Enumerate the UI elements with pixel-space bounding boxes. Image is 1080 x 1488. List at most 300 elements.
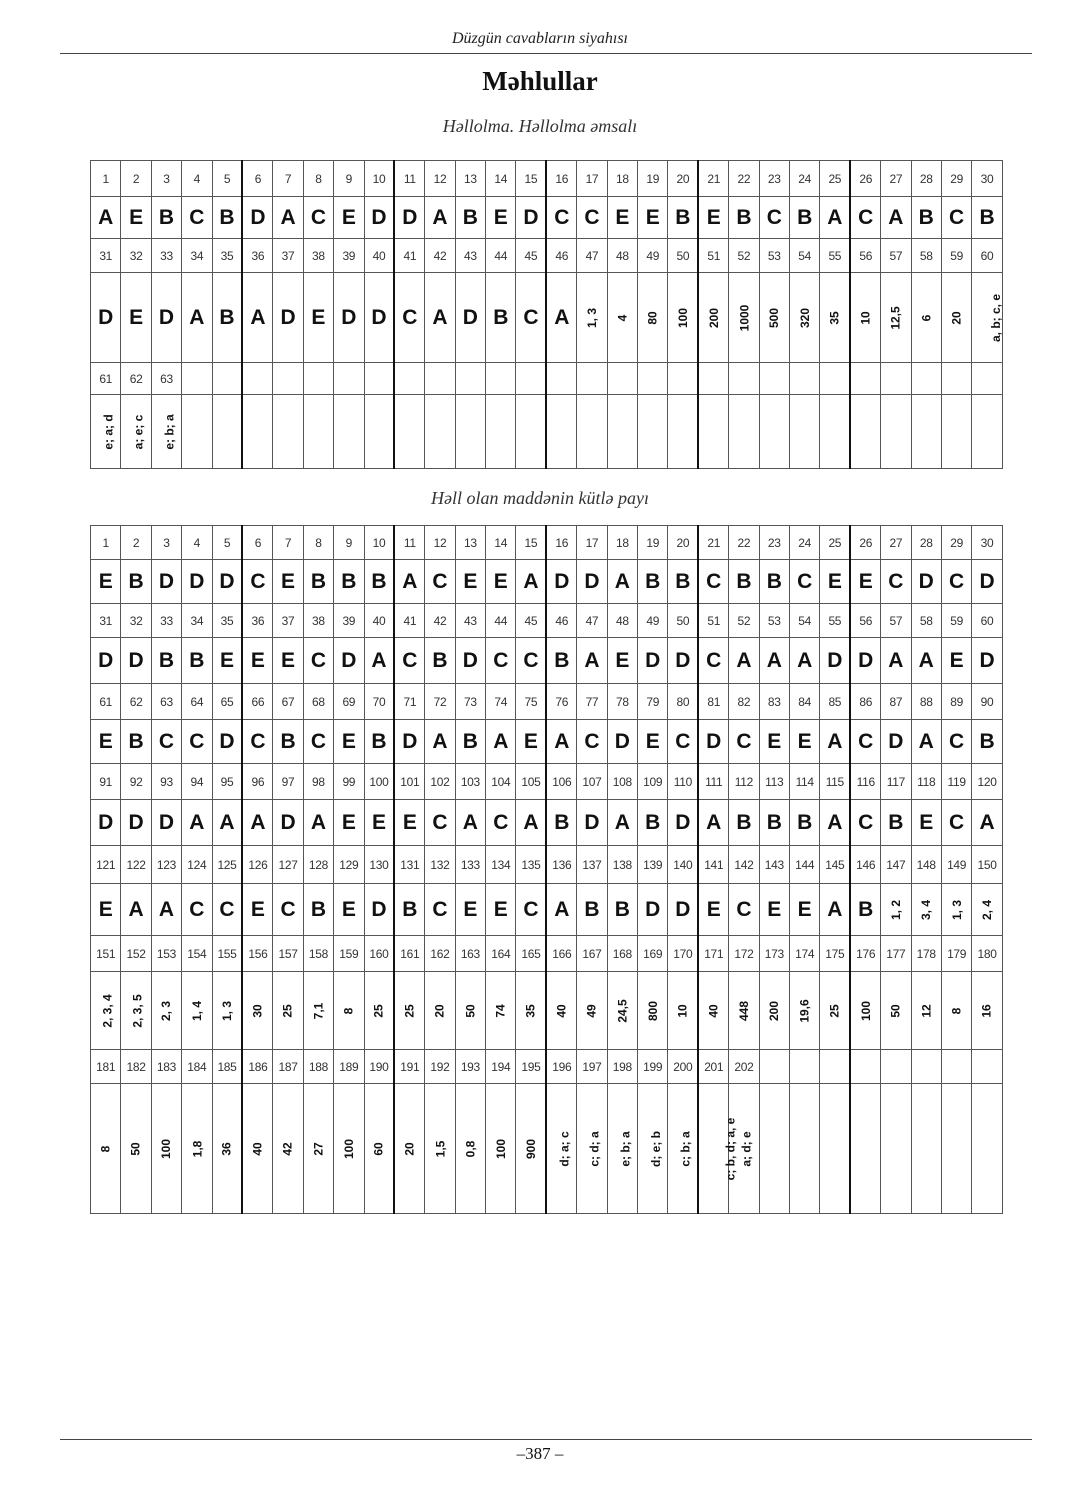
answer-cell: E: [91, 884, 121, 936]
question-number: 8: [303, 161, 333, 197]
answer-value: 35: [523, 1003, 538, 1018]
question-number: 72: [425, 684, 455, 720]
question-number-row: [91, 936, 1003, 972]
answer-cell: B: [850, 884, 880, 936]
question-number: 145: [820, 846, 850, 884]
answer-cell: C: [242, 560, 272, 604]
question-number: 110: [668, 764, 698, 800]
answer-cell: C: [486, 800, 516, 846]
question-number: [881, 363, 911, 395]
question-number: 120: [972, 764, 1002, 800]
question-number: 62: [121, 684, 151, 720]
answer-cell: D: [212, 560, 242, 604]
question-number: 58: [911, 239, 941, 273]
question-number: 30: [972, 161, 1002, 197]
answer-cell: D: [516, 197, 546, 239]
answer-cell: C: [303, 638, 333, 684]
section-caption-mass-fraction: Həll olan maddənin kütlə payı: [431, 488, 649, 508]
question-number: 18: [607, 526, 637, 560]
question-number: 166: [546, 936, 576, 972]
answer-row: [91, 800, 1003, 846]
answer-cell: E: [91, 720, 121, 764]
question-number: 74: [486, 684, 516, 720]
question-number: 121: [91, 846, 121, 884]
answer-cell: [972, 1084, 1002, 1214]
answer-cell: [516, 972, 546, 1050]
answer-cell: C: [425, 884, 455, 936]
answer-cell: [212, 1084, 242, 1214]
answer-cell: E: [486, 197, 516, 239]
question-number: 4: [182, 161, 212, 197]
answer-row: [91, 197, 1003, 239]
question-number: 32: [121, 604, 151, 638]
question-number: 28: [911, 161, 941, 197]
answer-cell: E: [334, 884, 364, 936]
question-number: 44: [486, 239, 516, 273]
answer-cell: E: [273, 638, 303, 684]
question-number: 49: [638, 239, 668, 273]
answer-cell: [242, 395, 272, 469]
question-number: [911, 363, 941, 395]
answer-cell: B: [334, 560, 364, 604]
question-number: 191: [394, 1050, 424, 1084]
question-number: [607, 363, 637, 395]
answer-cell: [182, 972, 212, 1050]
answer-cell: [121, 1084, 151, 1214]
question-number: 4: [182, 526, 212, 560]
question-number: [242, 363, 272, 395]
answer-cell: B: [425, 638, 455, 684]
answer-cell: [638, 972, 668, 1050]
answer-value: 25: [371, 1003, 386, 1018]
question-number: 140: [668, 846, 698, 884]
answer-cell: B: [151, 638, 181, 684]
question-number: [941, 1050, 971, 1084]
question-number: [759, 363, 789, 395]
question-number: 180: [972, 936, 1002, 972]
answer-cell: E: [638, 720, 668, 764]
answer-cell: E: [486, 884, 516, 936]
answer-row: [91, 884, 1003, 936]
question-number: 14: [486, 161, 516, 197]
question-number: 123: [151, 846, 181, 884]
question-number: 62: [121, 363, 151, 395]
answer-value: 16: [980, 1003, 995, 1018]
answer-cell: D: [455, 273, 485, 363]
question-number: 103: [455, 764, 485, 800]
answer-cell: C: [425, 800, 455, 846]
answer-cell: A: [546, 884, 576, 936]
answer-cell: B: [121, 720, 151, 764]
answer-cell: A: [182, 273, 212, 363]
answer-cell: [881, 395, 911, 469]
answer-row: [91, 560, 1003, 604]
question-number: 39: [334, 239, 364, 273]
question-number: 65: [212, 684, 242, 720]
question-number: 34: [182, 604, 212, 638]
answer-cell: [759, 972, 789, 1050]
answer-value: 100: [159, 1138, 174, 1159]
question-number-row: [91, 526, 1003, 560]
question-number: [364, 363, 394, 395]
question-number: 115: [820, 764, 850, 800]
answer-cell: E: [638, 197, 668, 239]
question-number: 178: [911, 936, 941, 972]
answer-value: 50: [463, 1003, 478, 1018]
chapter-title: Məhlullar: [482, 66, 598, 96]
answer-cell: C: [941, 197, 971, 239]
question-number: 40: [364, 604, 394, 638]
question-number: 134: [486, 846, 516, 884]
question-number: [425, 363, 455, 395]
question-number: 12: [425, 526, 455, 560]
question-number: 26: [850, 161, 880, 197]
question-number: 26: [850, 526, 880, 560]
question-number: 45: [516, 239, 546, 273]
question-number: 6: [242, 161, 272, 197]
answer-cell: A: [607, 560, 637, 604]
question-number: 100: [364, 764, 394, 800]
answer-cell: [425, 395, 455, 469]
question-number: 50: [668, 239, 698, 273]
question-number: [698, 363, 728, 395]
answer-cell: D: [273, 800, 303, 846]
answer-value: 200: [767, 1000, 782, 1021]
question-number: 36: [242, 239, 272, 273]
question-number: 138: [607, 846, 637, 884]
question-number: 37: [273, 239, 303, 273]
question-number: 52: [729, 239, 759, 273]
question-number: 132: [425, 846, 455, 884]
answer-cell: D: [364, 197, 394, 239]
question-number: 190: [364, 1050, 394, 1084]
question-number: 182: [121, 1050, 151, 1084]
answer-cell: [394, 1084, 424, 1214]
answer-cell: [820, 1084, 850, 1214]
answer-cell: E: [455, 560, 485, 604]
answer-cell: D: [638, 638, 668, 684]
answer-cell: [151, 395, 181, 469]
answer-cell: D: [668, 638, 698, 684]
answer-cell: A: [911, 638, 941, 684]
question-number: 109: [638, 764, 668, 800]
answer-cell: B: [972, 720, 1002, 764]
answer-cell: [577, 395, 607, 469]
answer-cell: A: [820, 197, 850, 239]
answer-cell: D: [151, 560, 181, 604]
answer-cell: [212, 972, 242, 1050]
answer-cell: [972, 273, 1002, 363]
answer-cell: C: [182, 720, 212, 764]
answer-cell: E: [334, 720, 364, 764]
question-number: 128: [303, 846, 333, 884]
question-number: 29: [941, 161, 971, 197]
answer-cell: [394, 395, 424, 469]
answer-cell: [334, 1084, 364, 1214]
answer-cell: A: [91, 197, 121, 239]
answer-cell: [789, 273, 819, 363]
question-number: [546, 363, 576, 395]
question-number: 151: [91, 936, 121, 972]
question-number: 139: [638, 846, 668, 884]
question-number: 54: [789, 239, 819, 273]
answer-cell: D: [577, 560, 607, 604]
question-number: 41: [394, 239, 424, 273]
answer-cell: D: [881, 720, 911, 764]
answer-cell: C: [881, 560, 911, 604]
question-number: [972, 1050, 1002, 1084]
answer-value: 25: [827, 1003, 842, 1018]
answer-value: 24,5: [615, 998, 630, 1023]
question-number: 96: [242, 764, 272, 800]
question-number: 135: [516, 846, 546, 884]
question-number: 10: [364, 161, 394, 197]
answer-value: 20: [432, 1003, 447, 1018]
answer-cell: [698, 395, 728, 469]
question-number: 87: [881, 684, 911, 720]
question-number: 66: [242, 684, 272, 720]
answer-value: a; d; e: [739, 1130, 754, 1167]
answer-cell: A: [303, 800, 333, 846]
answer-cell: [881, 1084, 911, 1214]
question-number: 45: [516, 604, 546, 638]
question-number: 198: [607, 1050, 637, 1084]
footer-rule: [60, 1439, 1032, 1440]
answer-cell: A: [820, 800, 850, 846]
answer-cell: E: [394, 800, 424, 846]
question-number: 19: [638, 526, 668, 560]
answer-value: 0,8: [463, 1140, 478, 1157]
question-number: 47: [577, 604, 607, 638]
question-number: 7: [273, 526, 303, 560]
question-number: 148: [911, 846, 941, 884]
question-number: 3: [151, 161, 181, 197]
answer-cell: [820, 972, 850, 1050]
question-number: 58: [911, 604, 941, 638]
answer-cell: [911, 1084, 941, 1214]
question-number: 44: [486, 604, 516, 638]
question-number: 170: [668, 936, 698, 972]
question-number: [455, 363, 485, 395]
question-number-row: [91, 846, 1003, 884]
question-number: 2: [121, 526, 151, 560]
question-number: 34: [182, 239, 212, 273]
question-number: 130: [364, 846, 394, 884]
answer-cell: B: [121, 560, 151, 604]
question-number: 107: [577, 764, 607, 800]
answer-cell: E: [121, 197, 151, 239]
answer-value: 2, 4: [980, 899, 995, 920]
question-number: 25: [820, 526, 850, 560]
question-number: 175: [820, 936, 850, 972]
question-number: 90: [972, 684, 1002, 720]
question-number: 84: [789, 684, 819, 720]
answer-cell: A: [182, 800, 212, 846]
answer-cell: A: [759, 638, 789, 684]
question-number: [820, 1050, 850, 1084]
answer-cell: E: [516, 720, 546, 764]
answer-cell: [334, 972, 364, 1050]
question-number: 24: [789, 526, 819, 560]
question-number: 200: [668, 1050, 698, 1084]
answer-cell: E: [121, 273, 151, 363]
answer-cell: B: [729, 560, 759, 604]
question-number: 37: [273, 604, 303, 638]
answer-cell: B: [668, 197, 698, 239]
question-number: 35: [212, 239, 242, 273]
answer-value: 1, 4: [189, 1000, 204, 1021]
question-number: 16: [546, 161, 576, 197]
answer-cell: C: [941, 560, 971, 604]
question-number: 86: [850, 684, 880, 720]
answer-cell: E: [941, 638, 971, 684]
answer-cell: [455, 395, 485, 469]
answer-cell: [425, 1084, 455, 1214]
answer-cell: [486, 972, 516, 1050]
answer-cell: B: [607, 884, 637, 936]
answer-cell: C: [729, 884, 759, 936]
answer-cell: D: [911, 560, 941, 604]
answer-cell: [455, 1084, 485, 1214]
answer-cell: [182, 1084, 212, 1214]
question-number: 161: [394, 936, 424, 972]
question-number: 15: [516, 161, 546, 197]
question-number: 42: [425, 604, 455, 638]
answer-cell: [881, 884, 911, 936]
answer-cell: [941, 273, 971, 363]
answer-cell: [881, 273, 911, 363]
answer-cell: [911, 884, 941, 936]
question-number: 176: [850, 936, 880, 972]
answer-cell: C: [698, 638, 728, 684]
question-number: 169: [638, 936, 668, 972]
answer-value: 10: [858, 310, 873, 325]
answer-cell: D: [850, 638, 880, 684]
question-number: 31: [91, 239, 121, 273]
question-number: 102: [425, 764, 455, 800]
question-number-row: [91, 604, 1003, 638]
answer-cell: B: [911, 197, 941, 239]
answer-value: c; b, d; a, e: [723, 1117, 738, 1180]
question-number: 40: [364, 239, 394, 273]
answer-cell: [425, 972, 455, 1050]
answer-cell: C: [182, 884, 212, 936]
question-number: 150: [972, 846, 1002, 884]
answer-cell: C: [516, 273, 546, 363]
answer-cell: B: [212, 273, 242, 363]
question-number: 29: [941, 526, 971, 560]
question-number: 157: [273, 936, 303, 972]
question-number: 186: [242, 1050, 272, 1084]
answer-cell: [789, 972, 819, 1050]
question-number: 101: [394, 764, 424, 800]
answer-cell: A: [516, 560, 546, 604]
answer-cell: D: [91, 273, 121, 363]
answer-cell: B: [789, 197, 819, 239]
answer-cell: C: [577, 197, 607, 239]
answer-cell: D: [668, 800, 698, 846]
answer-cell: D: [91, 638, 121, 684]
question-number: 1: [91, 161, 121, 197]
question-number: 54: [789, 604, 819, 638]
question-number: 63: [151, 684, 181, 720]
answer-cell: A: [394, 560, 424, 604]
question-number: 126: [242, 846, 272, 884]
question-number: 52: [729, 604, 759, 638]
answer-value: 40: [554, 1003, 569, 1018]
answer-cell: A: [546, 720, 576, 764]
answer-cell: [486, 1084, 516, 1214]
question-number: 18: [607, 161, 637, 197]
answer-value: 100: [341, 1138, 356, 1159]
question-number: 14: [486, 526, 516, 560]
answer-cell: D: [182, 560, 212, 604]
question-number: 125: [212, 846, 242, 884]
answer-cell: E: [455, 884, 485, 936]
answer-cell: [607, 273, 637, 363]
answer-cell: [789, 395, 819, 469]
answer-cell: A: [486, 720, 516, 764]
answer-cell: A: [121, 884, 151, 936]
answer-cell: [759, 1084, 789, 1214]
answer-cell: [577, 273, 607, 363]
question-number: 112: [729, 764, 759, 800]
question-number: 201: [698, 1050, 728, 1084]
answer-value: 3, 4: [919, 899, 934, 920]
question-number: 144: [789, 846, 819, 884]
question-number: 156: [242, 936, 272, 972]
section-caption-solubility: Həllolma. Həllolma əmsalı: [442, 116, 638, 136]
question-number: 32: [121, 239, 151, 273]
answer-cell: A: [212, 800, 242, 846]
answer-cell: [850, 1084, 880, 1214]
question-number: [789, 363, 819, 395]
answer-cell: A: [577, 638, 607, 684]
answer-cell: C: [303, 197, 333, 239]
answer-cell: [638, 1084, 668, 1214]
question-number: 46: [546, 239, 576, 273]
answer-cell: C: [546, 197, 576, 239]
answer-cell: [729, 972, 759, 1050]
answer-cell: C: [759, 197, 789, 239]
question-number: 8: [303, 526, 333, 560]
question-number: 185: [212, 1050, 242, 1084]
answer-value: 320: [797, 307, 812, 328]
answer-value: 80: [645, 310, 660, 325]
answer-cell: D: [820, 638, 850, 684]
question-number: 158: [303, 936, 333, 972]
question-number: [182, 363, 212, 395]
answer-cell: [759, 273, 789, 363]
answer-cell: [486, 395, 516, 469]
question-number: 196: [546, 1050, 576, 1084]
question-number: 82: [729, 684, 759, 720]
question-number: 172: [729, 936, 759, 972]
answer-cell: B: [759, 560, 789, 604]
question-number: 33: [151, 604, 181, 638]
answer-cell: [364, 1084, 394, 1214]
question-number: 38: [303, 604, 333, 638]
question-number: [881, 1050, 911, 1084]
answer-cell: A: [607, 800, 637, 846]
answer-value: 1000: [736, 304, 751, 331]
answer-cell: D: [242, 197, 272, 239]
question-number: 105: [516, 764, 546, 800]
question-number: 60: [972, 604, 1002, 638]
question-number: [850, 1050, 880, 1084]
question-number: 33: [151, 239, 181, 273]
answer-cell: [698, 273, 728, 363]
